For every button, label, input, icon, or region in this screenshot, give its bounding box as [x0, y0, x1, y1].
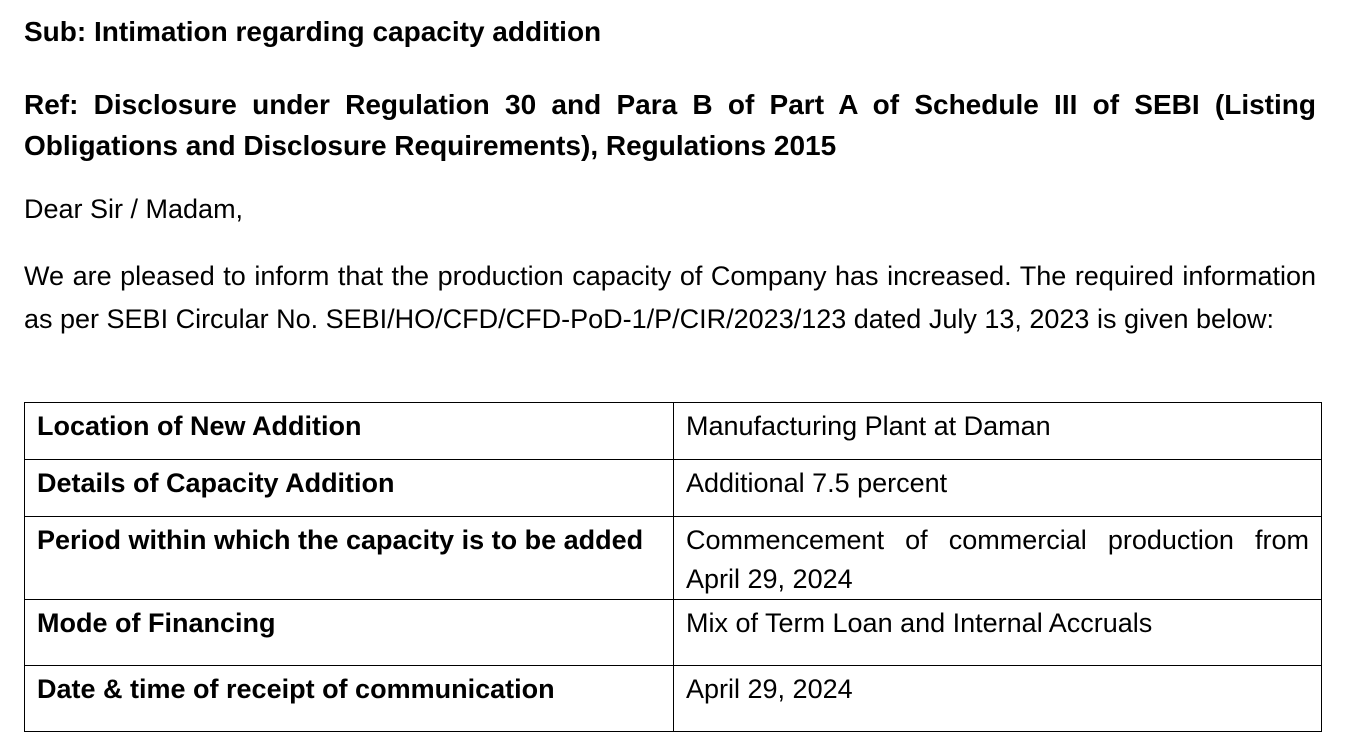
capacity-details-table	[24, 402, 1322, 732]
salutation: Dear Sir / Madam,	[24, 194, 244, 224]
row-label: Period within which the capacity is to be added	[25, 517, 674, 600]
reference-line: Ref: Disclosure under Regulation 30 and Para B of Part A of Schedule III of SEBI (Listing Obligations and Disclosure Requirements), Regulations 2015	[24, 89, 1316, 161]
row-label: Location of New Addition	[25, 403, 674, 460]
table-row	[25, 517, 1322, 600]
body-paragraph: We are pleased to inform that the production capacity of Company has increased. The required information as per SEBI Circular No. SEBI/HO/CFD/CFD-PoD-1/P/CIR/2023/123 dated July 13, 2023 is given below:	[24, 261, 1316, 334]
table-row	[25, 666, 1322, 732]
table-row	[25, 403, 1322, 460]
row-value: April 29, 2024	[674, 666, 1322, 732]
row-value: Mix of Term Loan and Internal Accruals	[674, 600, 1322, 666]
table-row	[25, 460, 1322, 517]
table-row	[25, 600, 1322, 666]
row-value: Additional 7.5 percent	[674, 460, 1322, 517]
row-label: Date & time of receipt of communication	[25, 666, 674, 732]
row-value: Commencement of commercial production from April 29, 2024	[674, 517, 1322, 600]
row-value: Manufacturing Plant at Daman	[674, 403, 1322, 460]
subject-line: Sub: Intimation regarding capacity addition	[24, 16, 602, 47]
row-label: Mode of Financing	[25, 600, 674, 666]
row-label: Details of Capacity Addition	[25, 460, 674, 517]
